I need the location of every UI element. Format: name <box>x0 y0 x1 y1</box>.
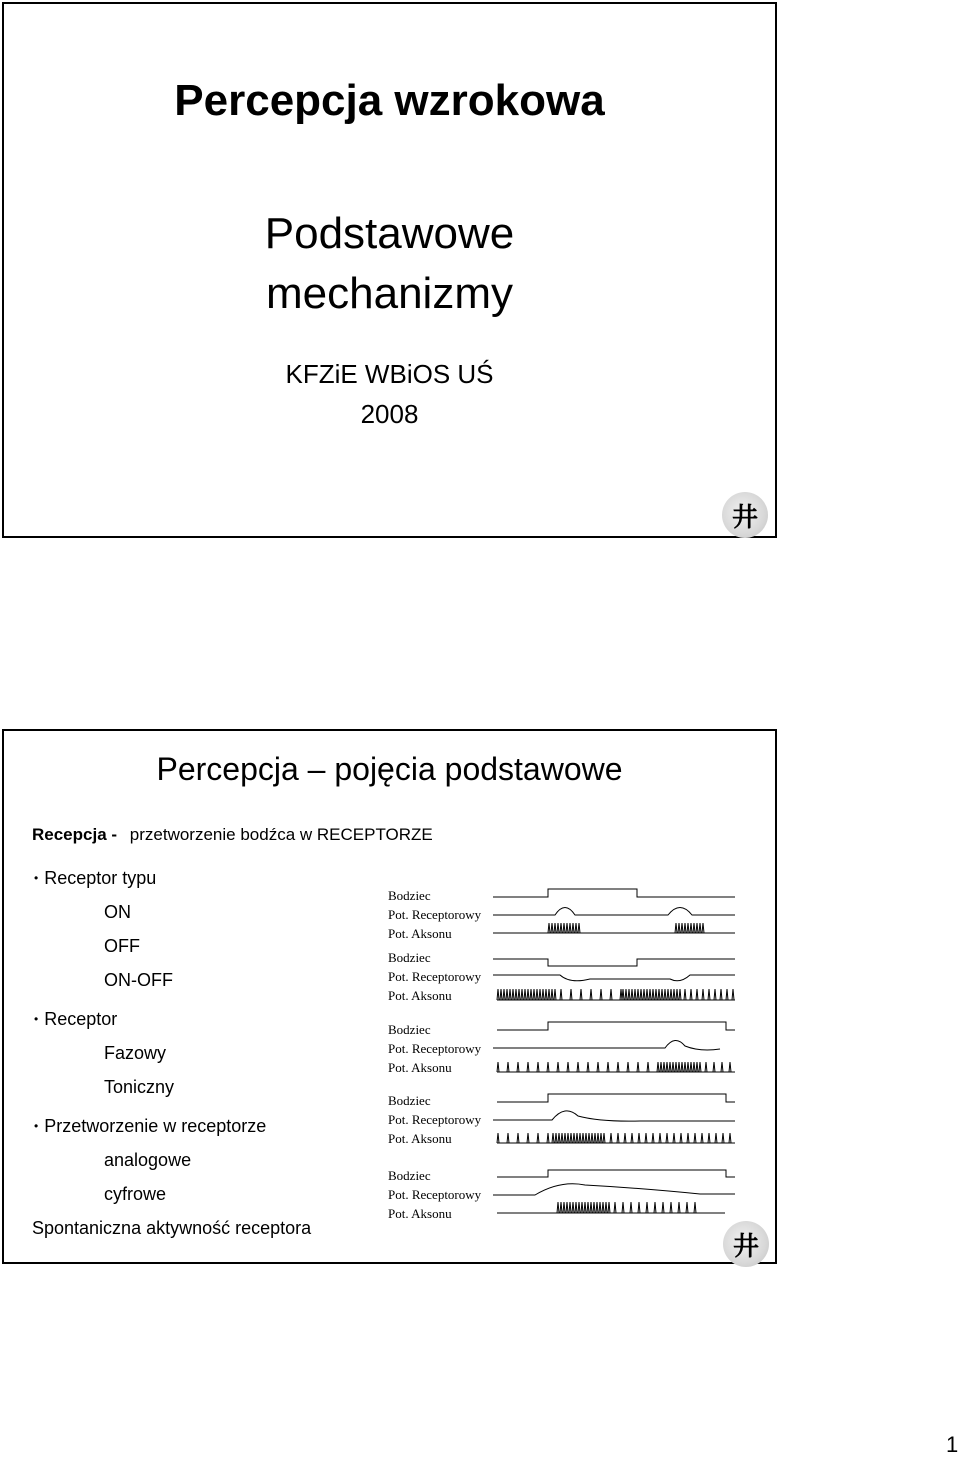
signal-label-receptorowy-4: Pot. Receptorowy <box>388 1112 482 1127</box>
logo-icon <box>723 1221 769 1267</box>
slide1-org: KFZiE WBiOS UŚ <box>285 359 494 389</box>
signal-label-bodziec-3: Bodziec <box>388 1022 431 1037</box>
stimulus-trace <box>493 889 735 897</box>
stimulus-trace <box>497 1022 735 1030</box>
signal-label-receptorowy-5: Pot. Receptorowy <box>388 1187 482 1202</box>
list-item-toniczny: Toniczny <box>104 1077 175 1097</box>
axon-potential-trace <box>497 1202 725 1213</box>
slide2-title: Percepcja – pojęcia podstawowe <box>156 751 623 787</box>
list-item-receptor: • Receptor <box>34 1009 117 1030</box>
axon-potential-trace <box>497 1062 735 1072</box>
signal-label-aksonu-4: Pot. Aksonu <box>388 1131 452 1146</box>
definition-term: Recepcja - <box>32 825 118 844</box>
receptor-potential-trace <box>493 1184 735 1195</box>
list-item-off: OFF <box>104 936 140 956</box>
signal-label-receptorowy-1: Pot. Receptorowy <box>388 907 482 922</box>
logo-glyph: 井 <box>731 502 758 533</box>
slide1-subtitle-line1: Podstawowe <box>264 209 515 258</box>
axon-potential-trace <box>497 1133 735 1143</box>
slide1-year: 2008 <box>360 399 419 429</box>
slide1-subtitle-line2: mechanizmy <box>266 269 513 318</box>
signal-label-aksonu-1: Pot. Aksonu <box>388 926 452 941</box>
stimulus-trace <box>493 959 735 966</box>
receptor-potential-trace <box>493 908 735 916</box>
logo-glyph: 井 <box>732 1231 759 1262</box>
receptor-potential-trace <box>493 975 735 981</box>
list-item-analogowe: analogowe <box>104 1150 192 1170</box>
signal-label-aksonu-5: Pot. Aksonu <box>388 1206 452 1221</box>
axon-potential-trace <box>493 923 735 933</box>
signal-label-receptorowy-2: Pot. Receptorowy <box>388 969 482 984</box>
signal-label-bodziec-4: Bodziec <box>388 1093 431 1108</box>
receptor-potential-trace <box>493 1111 735 1121</box>
list-item-spontaniczna: Spontaniczna aktywność receptora <box>32 1218 312 1238</box>
signal-label-aksonu-2: Pot. Aksonu <box>388 988 452 1003</box>
stimulus-trace <box>497 1170 735 1177</box>
signal-label-aksonu-3: Pot. Aksonu <box>388 1060 452 1075</box>
slide1-title: Percepcja wzrokowa <box>174 76 605 125</box>
axon-potential-trace <box>497 989 735 1000</box>
signal-label-bodziec-1: Bodziec <box>388 888 431 903</box>
page-number: 1 <box>946 1432 959 1457</box>
definition-text: przetworzenie bodźca w RECEPTORZE <box>129 825 433 844</box>
list-item-przetworzenie: • Przetworzenie w receptorze <box>34 1116 266 1137</box>
receptor-potential-trace <box>493 1040 720 1050</box>
list-item-on-off: ON-OFF <box>104 970 173 990</box>
stimulus-trace <box>497 1094 735 1102</box>
signal-label-bodziec-5: Bodziec <box>388 1168 431 1183</box>
list-item-receptor-typu: • Receptor typu <box>34 868 156 889</box>
list-item-cyfrowe: cyfrowe <box>104 1184 167 1204</box>
signal-label-receptorowy-3: Pot. Receptorowy <box>388 1041 482 1056</box>
list-item-on: ON <box>104 902 131 922</box>
signal-label-bodziec-2: Bodziec <box>388 950 431 965</box>
list-item-fazowy: Fazowy <box>104 1043 167 1063</box>
